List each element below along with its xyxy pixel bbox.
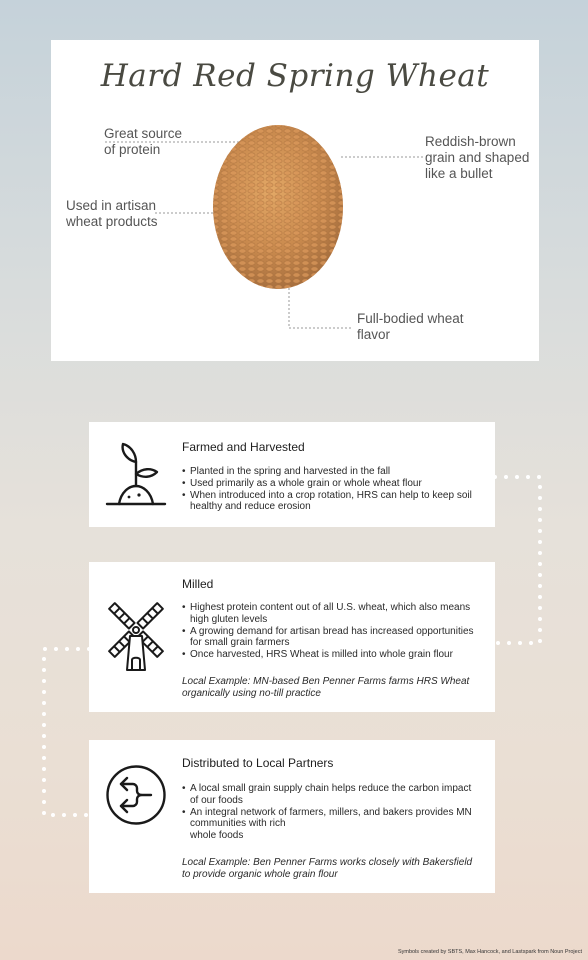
section-bullets xyxy=(182,466,481,513)
sprout-icon xyxy=(105,440,167,502)
card-milled xyxy=(89,562,495,712)
icon-credit: Symbols created by SBTS, Max Hancock, and Lastspark from Noun Project xyxy=(397,949,582,955)
local-example: Local Example: Ben Penner Farms works closely with Bakersfield to provide organic whole grain flour xyxy=(182,857,473,880)
callout-flavor: Full-bodied wheat flavor xyxy=(357,311,464,342)
list-item: • When introduced into a crop rotation, HRS can help to keep soil healthy and reduce erosion xyxy=(182,490,481,514)
callout-reddish: Reddish-brown grain and shaped like a bullet xyxy=(425,134,530,181)
list-item: • Highest protein content out of all U.S. wheat, which also means high gluten levels xyxy=(182,602,481,626)
page-title: Hard Red Spring Wheat xyxy=(100,58,490,94)
section-bullets xyxy=(182,783,481,842)
list-item: • An integral network of farmers, millers, and bakers provides MN communities with rich whole foods xyxy=(182,807,481,842)
section-heading: Farmed and Harvested xyxy=(182,440,305,454)
card-distributed xyxy=(89,740,495,893)
list-item: • A growing demand for artisan bread has increased opportunities for small grain farmers xyxy=(182,626,481,650)
split-arrows-icon xyxy=(105,764,167,826)
callout-protein: Great source of protein xyxy=(104,126,183,157)
list-item: • Once harvested, HRS Wheat is milled into whole grain flour xyxy=(182,649,481,661)
callout-artisan: Used in artisan wheat products xyxy=(66,198,158,229)
list-item: • Planted in the spring and harvested in the fall xyxy=(182,466,481,478)
list-item: • A local small grain supply chain helps reduce the carbon impact of our foods xyxy=(182,783,481,807)
local-example: Local Example: MN-based Ben Penner Farms farms HRS Wheat organically using no-till practice xyxy=(182,676,470,699)
hero-panel xyxy=(51,40,539,361)
card-farmed-harvested xyxy=(89,422,495,527)
section-bullets xyxy=(182,602,481,661)
section-heading: Distributed to Local Partners xyxy=(182,756,334,770)
wheat-grain-pile-image xyxy=(211,122,345,292)
list-item: • Used primarily as a whole grain or whole wheat flour xyxy=(182,478,481,490)
windmill-icon xyxy=(105,596,167,658)
section-heading: Milled xyxy=(182,577,214,591)
